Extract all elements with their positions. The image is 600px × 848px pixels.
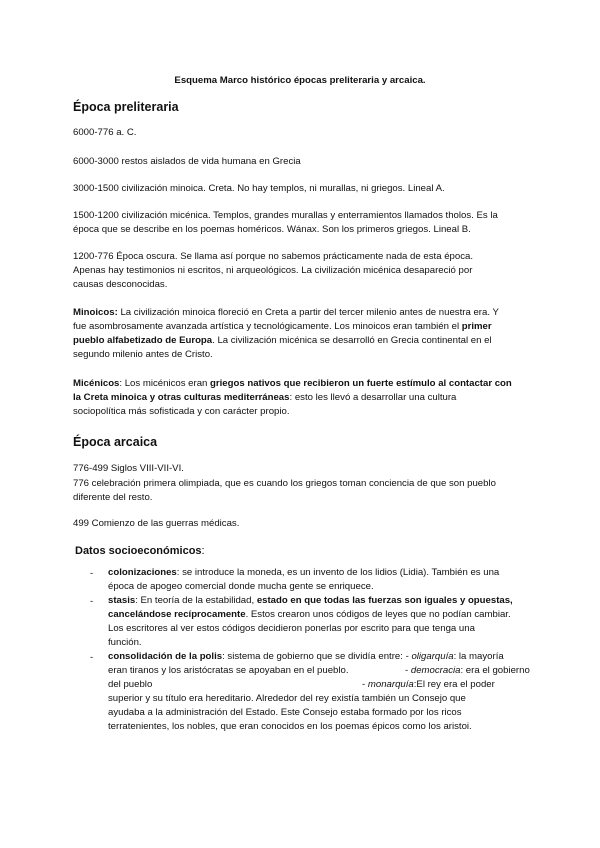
heading-arcaica: Época arcaica [73,435,158,449]
polis-line-4: superior y su título era hereditario. Alrededor del rey existía también un Consejo que [108,693,466,704]
arcaica-line-776-a: 776 celebración primera olimpiada, que es cuando los griegos toman conciencia de que son pueblo [73,478,496,489]
arcaica-range: 776-499 Siglos VIII-VII-VI. [73,463,184,474]
document-title: Esquema Marco histórico épocas preliteraria y arcaica. [174,75,426,86]
polis-label: consolidación de la polis [108,651,223,662]
micenicos-line-1: Micénicos: Los micénicos eran griegos nativos que recibieron un fuerte estímulo al contactar con [73,378,512,389]
bullet-dash: - [90,652,94,663]
minoicos-line-4: segundo milenio antes de Cristo. [73,349,213,360]
stasis-label: stasis [108,595,136,606]
stasis-line-4: función. [108,637,142,648]
colonizaciones-line-1: colonizaciones: se introduce la moneda, es un invento de los lidios (Lidia). También es una [108,567,500,578]
minoicos-line-3: pueblo alfabetizado de Europa. La civilización micénica se desarrolló en Grecia continental en el [73,335,492,346]
preliteraria-line-1200-b: Apenas hay testimonios ni escritos, ni arqueológicos. La civilización micénica desapareció por [73,265,473,276]
colonizaciones-line-2: época de apogeo comercial donde mucha gente se enriquece. [108,581,374,592]
polis-line-5: ayudaba a la administración del Estado. Este Consejo estaba formado por los ricos [108,707,462,718]
stasis-line-3: Los escritores al ver estos códigos decidieron ponerlas por escrito para que tenga una [108,623,475,634]
micenicos-line-3: sociopolítica más sofisticada y con carácter propio. [73,406,290,417]
bullet-dash: - [90,568,94,579]
preliteraria-range: 6000-776 a. C. [73,127,137,138]
micenicos-label: Micénicos [73,378,120,389]
arcaica-line-499: 499 Comienzo de las guerras médicas. [73,518,240,529]
oligarquia-term: oligarquía [411,651,454,662]
stasis-line-1: stasis: En teoría de la estabilidad, estado en que todas las fuerzas son iguales y opuestas, [108,595,513,606]
polis-line-3b: - monarquía:El rey era el poder [362,679,495,690]
arcaica-line-776-b: diferente del resto. [73,492,153,503]
monarquia-term: monarquía [367,679,414,690]
heading-preliteraria: Época preliteraria [73,100,179,114]
preliteraria-line-6000: 6000-3000 restos aislados de vida humana en Grecia [73,156,301,167]
micenicos-line-2: la Creta minoica y otras culturas mediterráneas: esto les llevó a desarrollar una cultura [73,392,457,403]
bullet-dash: - [90,596,94,607]
minoicos-line-2: fue asombrosamente avanzada artística y tecnológicamente. Los minoicos eran también el primer [73,321,492,332]
preliteraria-line-1200-c: causas desconocidas. [73,279,168,290]
stasis-line-2: cancelándose recíprocamente. Estos crearon unos códigos de leyes que no podían cambiar. [108,609,511,620]
polis-line-6: terratenientes, los nobles, que eran conocidos en los poemas épicos como los aristoi. [108,721,472,732]
preliteraria-line-1500-b: época que se describe en los poemas homéricos. Wánax. Son los primeros griegos. Lineal B. [73,224,471,235]
minoicos-label: Minoicos: [73,307,118,318]
preliteraria-line-3000: 3000-1500 civilización minoica. Creta. No hay templos, ni murallas, ni griegos. Lineal A. [73,183,445,194]
polis-line-1: consolidación de la polis: sistema de gobierno que se dividía entre: - oligarquía: la mayoría [108,651,504,662]
polis-line-2a: eran tiranos y los aristócratas se apoyaban en el pueblo. [108,665,349,676]
minoicos-line-1: Minoicos: La civilización minoica floreció en Creta a partir del tercer milenio antes de nuestra era. Y [73,307,499,318]
preliteraria-line-1500-a: 1500-1200 civilización micénica. Templos, grandes murallas y enterramientos llamados tholos. Es la [73,210,498,221]
polis-line-3a: del pueblo [108,679,153,690]
colonizaciones-label: colonizaciones [108,567,177,578]
heading-datos: Datos socioeconómicos: [75,545,205,557]
polis-line-2b: - democracia: era el gobierno [405,665,530,676]
democracia-term: democracia [410,665,461,676]
preliteraria-line-1200-a: 1200-776 Época oscura. Se llama así porque no sabemos prácticamente nada de esta época. [73,251,473,262]
